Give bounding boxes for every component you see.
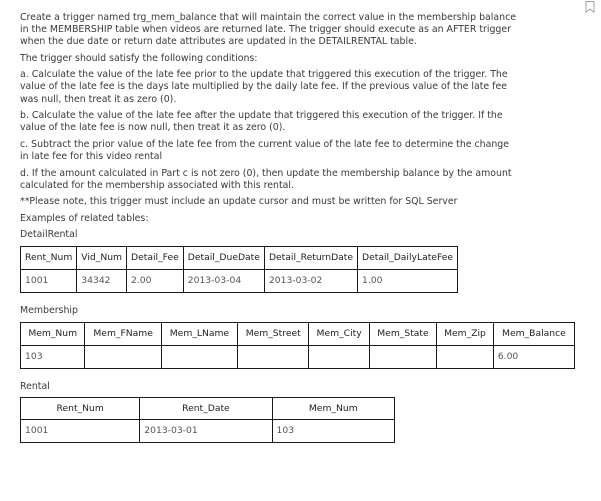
column-header: Mem_State xyxy=(369,322,436,345)
column-header: Mem_City xyxy=(309,322,369,345)
detailrental-label: DetailRental xyxy=(20,229,78,241)
conditions-intro: The trigger should satisfy the following conditions: xyxy=(20,52,258,64)
column-header: Rent_Date xyxy=(140,398,272,420)
examples-label: Examples of related tables: xyxy=(20,212,149,224)
column-header: Mem_Num xyxy=(21,322,85,345)
condition-b: b. Calculate the value of the late fee after the update that triggered this execution of the trigger. If the value of the late fee is now null, then treat it as zero (0). xyxy=(20,110,503,134)
column-header: Detail_DailyLateFee xyxy=(358,247,458,270)
column-header: Mem_FName xyxy=(85,322,161,345)
table-cell: 1001 xyxy=(21,270,77,293)
table-row xyxy=(21,270,458,293)
column-header: Mem_Zip xyxy=(437,322,494,345)
note: **Please note, this trigger must include an update cursor and must be written for SQL Server xyxy=(20,196,458,208)
table-cell: 1001 xyxy=(21,420,140,443)
table-cell: 2.00 xyxy=(127,270,184,293)
table-cell xyxy=(161,345,237,368)
column-header: Detail_Fee xyxy=(127,247,184,270)
condition-a: a. Calculate the value of the late fee prior to the update that triggered this execution of the trigger. The value of the late fee is the days late multiplied by the daily late fee. If the previous value of the late fee was null, then treat it as zero (0). xyxy=(20,69,508,105)
membership-table xyxy=(20,322,575,369)
table-cell: 6.00 xyxy=(493,345,574,368)
column-header: Mem_LName xyxy=(161,322,237,345)
table-header-row xyxy=(21,247,458,270)
column-header: Mem_Balance xyxy=(493,322,574,345)
question-body xyxy=(20,12,566,443)
table-cell: 2013-03-02 xyxy=(264,270,357,293)
column-header: Detail_DueDate xyxy=(183,247,264,270)
table-cell xyxy=(85,345,161,368)
detailrental-table xyxy=(20,246,458,293)
table-cell: 103 xyxy=(272,420,394,443)
table-row xyxy=(21,345,575,368)
rental-label: Rental xyxy=(20,380,50,392)
column-header: Mem_Num xyxy=(272,398,394,420)
table-cell xyxy=(369,345,436,368)
column-header: Detail_ReturnDate xyxy=(264,247,357,270)
table-cell: 34342 xyxy=(77,270,127,293)
column-header: Vid_Num xyxy=(77,247,127,270)
membership-label: Membership xyxy=(20,305,78,316)
table-cell xyxy=(238,345,309,368)
table-cell: 2013-03-04 xyxy=(183,270,264,293)
table-cell: 2013-03-01 xyxy=(140,420,272,443)
condition-d: d. If the amount calculated in Part c is not zero (0), then update the membership balance by the amount calculated for the membership associated with this rental. xyxy=(20,167,512,191)
table-header-row xyxy=(21,398,395,420)
table-row xyxy=(21,420,395,443)
table-cell xyxy=(309,345,369,368)
condition-c: c. Subtract the prior value of the late fee from the current value of the late fee to determine the change in late fee for this video rental xyxy=(20,138,510,162)
table-cell: 103 xyxy=(21,345,85,368)
table-header-row xyxy=(21,322,575,345)
table-cell xyxy=(437,345,494,368)
rental-table xyxy=(20,397,395,443)
column-header: Rent_Num xyxy=(21,247,77,270)
table-cell: 1.00 xyxy=(358,270,458,293)
intro-paragraph: Create a trigger named trg_mem_balance that will maintain the correct value in the membership balance in the MEMBERSHIP table when videos are returned late. The trigger should execute as an AFTER trigger when the due date or return date attributes are updated in the DETAILRENTAL table. xyxy=(20,12,517,48)
bookmark-icon[interactable] xyxy=(585,1,595,13)
column-header: Rent_Num xyxy=(21,398,140,420)
column-header: Mem_Street xyxy=(238,322,309,345)
